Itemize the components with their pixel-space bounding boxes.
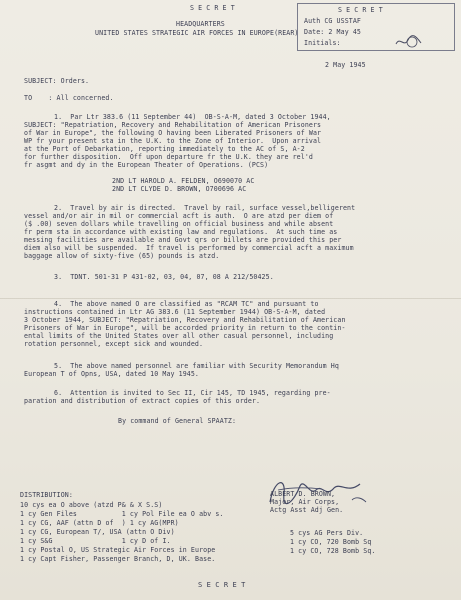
para1-line: fr asgmt and dy in the European Theater of Operations. (PCS): [24, 161, 269, 169]
stamp-secret: S E C R E T: [338, 6, 383, 14]
para4-line: rotation personnel, except sick and wounded.: [24, 340, 204, 348]
distribution-item: 1 cy CG, AAF (attn D of ) 1 cy AG(MPR): [20, 519, 179, 527]
para1-line: SUBJECT: "Repatriation, Recovery and Rehabilitation of American Prisoners: [24, 121, 322, 129]
subject-line: SUBJECT: Orders.: [24, 77, 90, 85]
para2-line: vessel and/or air in mil or commercial acft is auth. O are atzd per diem of: [24, 212, 334, 220]
para6-line: paration and distribution of extract copies of this order.: [24, 397, 261, 405]
paragraph-3: 3. TDNT. 501-31 P 431-02, 03, 04, 07, 08 A 212/50425.: [54, 273, 274, 281]
officer-name-1: 2ND LT HAROLD A. FELDEN, O690070 AC: [112, 177, 255, 185]
signature-name: ALBERT D. BROWN,: [270, 490, 336, 498]
distribution-item: 1 cy Capt Fisher, Passenger Branch, D, UK. Base.: [20, 555, 216, 563]
para5-line: 5. The above named personnel are familiar with Security Memorandum Hq: [54, 362, 339, 370]
distribution-heading: DISTRIBUTION:: [20, 491, 73, 499]
page-fold-line: [0, 298, 461, 299]
signature-rank: Major, Air Corps,: [270, 498, 340, 506]
header-classification: S E C R E T: [190, 4, 235, 12]
para1-line: for further disposition. Off upon departure fr the U.K. they are rel'd: [24, 153, 313, 161]
header-date: 2 May 1945: [325, 61, 366, 69]
para5-line: European T of Opns, USA, dated 10 May 1945.: [24, 370, 199, 378]
para1-line: at the Port of Debarkation, reporting immediately to the AC of S, A-2: [24, 145, 305, 153]
command-line: By command of General SPAATZ:: [118, 417, 237, 425]
distribution-item: 1 cy Postal O, US Strategic Air Forces in Europe: [20, 546, 216, 554]
para2-line: fr perm sta in accordance with existing law and regulations. At such time as: [24, 228, 338, 236]
distribution-item: 1 cy CG, European T/, USA (attn O Div): [20, 528, 175, 536]
para2-line: ($ .00) seven dollars while travelling on official business and while absent: [24, 220, 334, 228]
distribution-item: 5 cys AG Pers Div.: [290, 529, 364, 537]
para4-line: 4. The above named O are classified as "RCAM TC" and pursuant to: [54, 300, 319, 308]
distribution-item: 10 cys ea O above (atzd P& & X S.S): [20, 501, 163, 509]
to-line: TO : All concerned.: [24, 94, 114, 102]
signature-title: Actg Asst Adj Gen.: [270, 506, 344, 514]
para6-line: 6. Attention is invited to Sec II, Cir 145, TD 1945, regarding pre-: [54, 389, 331, 397]
para4-line: ental limits of the United States over all other casual personnel, including: [24, 332, 334, 340]
stamp-initials: Initials:: [304, 39, 341, 47]
para4-line: 3 October 1944, SUBJECT: "Repatriation, Recovery and Rehabilitation of American: [24, 316, 346, 324]
para2-line: baggage allow of sixty-five (65) pounds is atzd.: [24, 252, 220, 260]
para1-line: WP fr your present sta in the U.K. to the Zone of Interior. Upon arrival: [24, 137, 322, 145]
para4-line: instructions contained in Ltr AG 383.6 (11 September 1944) OB-S-A-M, dated: [24, 308, 326, 316]
para1-line: of War in Europe", the following O having been Liberated Prisoners of War: [24, 129, 322, 137]
classification-stamp: [297, 3, 455, 51]
stamp-date: Date: 2 May 45: [304, 28, 361, 36]
distribution-item: 1 cy S&G 1 cy D of I.: [20, 537, 171, 545]
distribution-item: 1 cy CO, 720 Bomb Sq: [290, 538, 372, 546]
para1-line: 1. Par Ltr 383.6 (11 September 44) OB-S-A-M, dated 3 October 1944,: [54, 113, 331, 121]
stamp-auth: Auth CG USSTAF: [304, 17, 361, 25]
footer-classification: S E C R E T: [198, 581, 246, 589]
para4-line: Prisoners of War in Europe", will be accorded priority in return to the contin-: [24, 324, 346, 332]
distribution-item: 1 cy Gen Files 1 cy Pol File ea O abv s.: [20, 510, 224, 518]
distribution-item: 1 cy CO, 728 Bomb Sq.: [290, 547, 376, 555]
officer-name-2: 2ND LT CLYDE D. BROWN, O700696 AC: [112, 185, 247, 193]
header-hq: HEADQUARTERS: [176, 20, 225, 28]
para2-line: messing facilities are available and Govt qrs or billets are provided this per: [24, 236, 342, 244]
para2-line: 2. Travel by air is directed. Travel by rail, surface vessel,belligerent: [54, 204, 356, 212]
para2-line: diem also will be suspended. If travel is performed by commercial acft a maximum: [24, 244, 354, 252]
initials-scribble-icon: [394, 34, 424, 49]
header-org: UNITED STATES STRATEGIC AIR FORCES IN EUROPE(REAR): [95, 29, 299, 37]
